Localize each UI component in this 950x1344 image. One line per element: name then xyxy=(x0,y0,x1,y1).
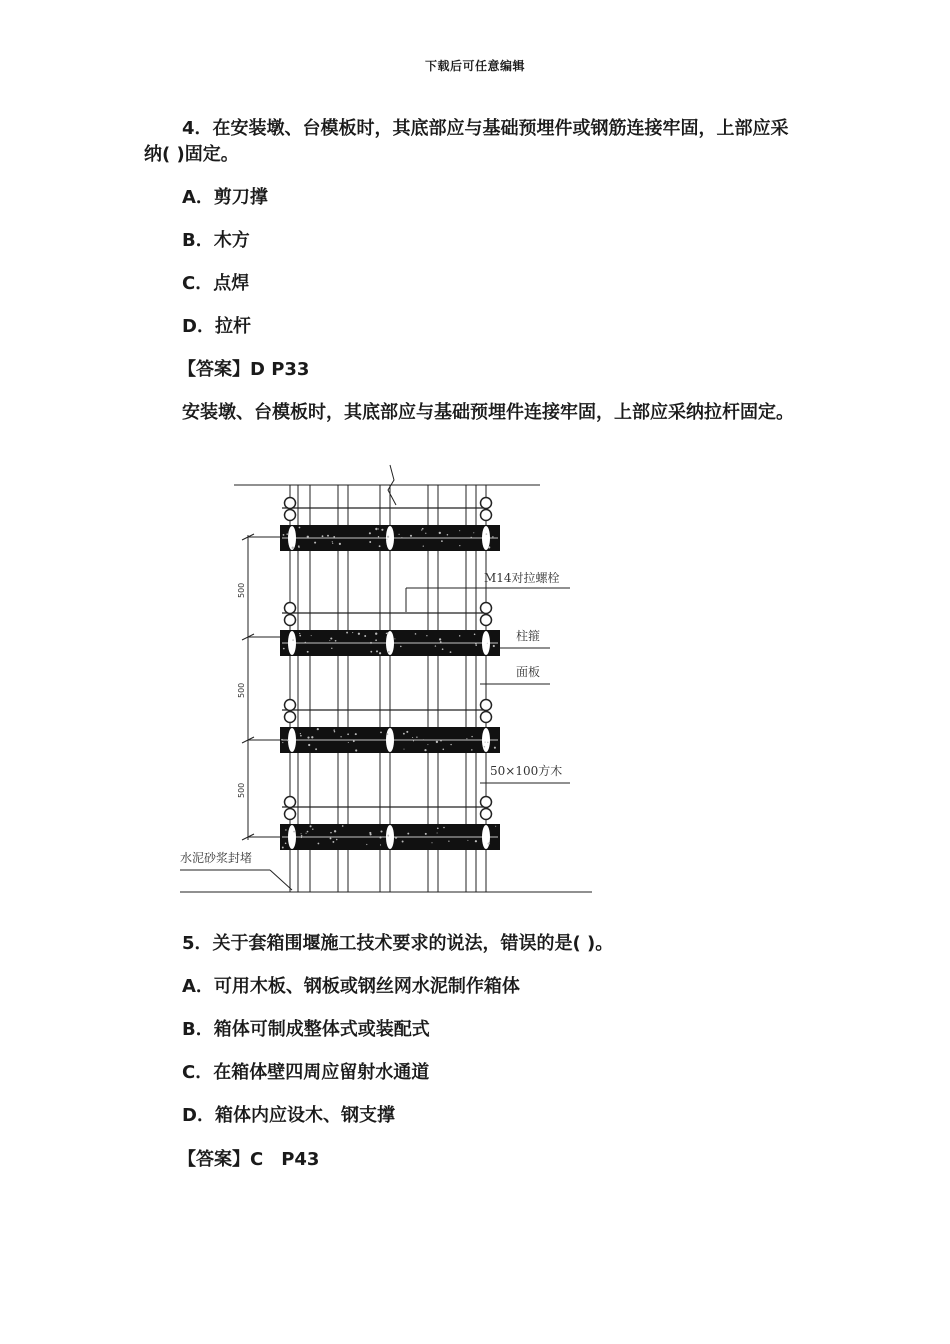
timber-speckle xyxy=(440,641,442,643)
timber-speckle xyxy=(375,633,377,635)
timber-speckle xyxy=(410,535,412,537)
timber-speckle xyxy=(310,825,312,827)
timber-speckle xyxy=(317,728,319,730)
timber-speckle xyxy=(424,749,426,751)
q4-option-b: B．木方 xyxy=(182,230,250,251)
timber-speckle xyxy=(474,634,476,636)
timber-speckle xyxy=(475,644,477,646)
timber-speckle xyxy=(292,639,294,641)
timber-speckle xyxy=(471,736,472,737)
timber-speckle xyxy=(301,835,303,837)
timber-speckle xyxy=(395,836,397,838)
timber-speckle xyxy=(306,833,307,834)
timber-speckle xyxy=(364,635,366,637)
timber-speckle xyxy=(471,537,472,538)
timber-speckle xyxy=(494,747,496,749)
timber-speckle xyxy=(379,652,381,654)
timber-speckle xyxy=(314,542,316,544)
timber-speckle xyxy=(492,536,493,537)
timber-speckle xyxy=(403,733,405,735)
timber-speckle xyxy=(442,748,444,750)
timber-speckle xyxy=(403,749,404,750)
timber-speckle xyxy=(334,731,335,732)
timber-speckle xyxy=(443,827,445,829)
q4-answer: 【答案】D P33 xyxy=(178,359,310,380)
timber-speckle xyxy=(375,639,377,641)
timber-speckle xyxy=(300,735,302,737)
timber-speckle xyxy=(286,533,288,535)
timber-speckle xyxy=(330,637,332,639)
timber-speckle xyxy=(378,536,379,537)
timber-speckle xyxy=(376,650,378,652)
timber-speckle xyxy=(407,833,409,835)
timber-speckle xyxy=(415,633,417,635)
timber-speckle xyxy=(437,832,438,833)
timber-speckle xyxy=(307,737,309,739)
timber-speckle xyxy=(282,742,283,743)
timber-speckle xyxy=(413,740,414,741)
timber-speckle xyxy=(422,528,424,530)
timber-speckle xyxy=(285,843,287,845)
timber-speckle xyxy=(339,543,341,545)
timber-speckle xyxy=(285,829,286,830)
timber-speckle xyxy=(327,535,329,537)
timber-speckle xyxy=(358,633,360,635)
timber-speckle xyxy=(488,842,490,844)
timber-speckle xyxy=(281,739,283,741)
timber-speckle xyxy=(388,651,390,653)
timber-speckle xyxy=(387,536,389,538)
timber-speckle xyxy=(379,545,381,547)
timber-speckle xyxy=(353,740,355,742)
timber-speckle xyxy=(386,539,387,540)
timber-speckle xyxy=(448,841,449,842)
timber-speckle xyxy=(305,642,307,644)
timber-label: 50×100方木 xyxy=(490,764,563,778)
timber-speckle xyxy=(387,835,389,837)
timber-speckle xyxy=(330,832,332,834)
timber-speckle xyxy=(427,744,428,745)
timber-speckle xyxy=(450,744,451,745)
timber-speckle xyxy=(307,831,309,833)
question-5-text: 5．关于套箱围堰施工技术要求的说法，错误的是( )。 xyxy=(182,933,614,954)
timber-speckle xyxy=(400,646,402,648)
timber-speckle xyxy=(475,840,477,842)
timber-speckle xyxy=(447,534,449,536)
timber-speckle xyxy=(487,643,488,644)
q5-option-c: C．在箱体壁四周应留射水通道 xyxy=(182,1062,430,1083)
timber-speckle xyxy=(386,633,388,635)
timber-speckle xyxy=(366,844,367,845)
timber-speckle xyxy=(380,732,382,734)
dim-label-2: 500 xyxy=(237,682,246,698)
timber-speckle xyxy=(311,635,312,636)
timber-speckle xyxy=(346,632,348,634)
timber-speckle xyxy=(288,740,289,741)
seal-label: 水泥砂浆封堵 xyxy=(180,851,253,865)
timber-speckle xyxy=(471,749,473,751)
timber-speckle xyxy=(348,742,349,743)
timber-speckle xyxy=(347,733,349,735)
panel-label: 面板 xyxy=(516,665,541,679)
timber-speckle xyxy=(301,836,302,837)
timber-speckle xyxy=(332,841,334,843)
timber-speckle xyxy=(379,836,381,838)
timber-speckle xyxy=(381,529,383,531)
timber-speckle xyxy=(299,633,300,634)
q5-option-d: D．箱体内应设木、钢支撑 xyxy=(182,1105,395,1126)
timber-speckle xyxy=(459,545,460,546)
q4-option-d: D．拉杆 xyxy=(182,316,251,337)
timber-speckle xyxy=(369,541,371,543)
timber-speckle xyxy=(437,827,439,829)
timber-speckle xyxy=(292,547,294,549)
timber-speckle xyxy=(398,534,399,535)
timber-speckle xyxy=(439,532,441,534)
timber-speckle xyxy=(329,640,330,641)
timber-speckle xyxy=(298,547,299,548)
timber-speckle xyxy=(473,532,474,533)
timber-speckle xyxy=(486,533,488,535)
timber-speckle xyxy=(425,833,427,835)
timber-speckle xyxy=(401,537,402,538)
timber-speckle xyxy=(283,648,285,650)
timber-speckle xyxy=(459,530,460,531)
timber-speckle xyxy=(342,825,344,827)
q4-option-c: C．点焊 xyxy=(182,273,250,294)
page-header: 下载后可任意编辑 xyxy=(424,59,525,73)
q5-option-b: B．箱体可制成整体式或装配式 xyxy=(182,1019,430,1040)
timber-speckle xyxy=(352,632,353,633)
timber-speckle xyxy=(386,733,388,735)
timber-speckle xyxy=(412,737,413,738)
q4-explanation: 安装墩、台模板时，其底部应与基础预埋件连接牢固，上部应采纳拉杆固定。 xyxy=(182,402,794,423)
formwork-diagram xyxy=(170,460,600,900)
timber-speckle xyxy=(450,651,452,653)
timber-speckle xyxy=(487,742,488,743)
bolt-label: M14对拉螺栓 xyxy=(484,571,560,585)
timber-speckle xyxy=(333,536,335,538)
timber-speckle xyxy=(439,638,441,640)
timber-speckle xyxy=(467,840,468,841)
timber-speckle xyxy=(307,536,309,538)
timber-speckle xyxy=(488,546,490,548)
timber-speckle xyxy=(495,826,496,827)
timber-speckle xyxy=(442,648,444,650)
hoop-label: 柱箍 xyxy=(516,629,541,643)
timber-speckle xyxy=(311,736,313,738)
timber-speckle xyxy=(370,651,372,653)
timber-speckle xyxy=(308,744,310,746)
timber-speckle xyxy=(283,534,285,536)
timber-speckle xyxy=(441,540,443,542)
timber-speckle xyxy=(402,841,404,843)
dim-label-3: 500 xyxy=(237,782,246,798)
timber-speckle xyxy=(355,733,357,735)
timber-speckle xyxy=(375,528,377,530)
timber-speckle xyxy=(440,740,442,742)
timber-speckle xyxy=(406,731,408,733)
timber-speckle xyxy=(380,844,381,845)
timber-speckle xyxy=(423,545,424,546)
timber-speckle xyxy=(300,733,301,734)
timber-speckle xyxy=(299,527,301,529)
timber-speckle xyxy=(485,742,486,743)
timber-speckle xyxy=(459,635,460,636)
timber-speckle xyxy=(333,729,335,731)
timber-speckle xyxy=(370,833,372,835)
timber-speckle xyxy=(334,830,336,832)
timber-speckle xyxy=(301,833,302,834)
timber-speckle xyxy=(330,837,332,839)
q4-option-a: A．剪刀撑 xyxy=(182,187,268,208)
timber-speckle xyxy=(318,843,320,845)
timber-speckle xyxy=(436,741,438,743)
question-4-text: 4．在安装墩、台模板时，其底部应与基础预埋件或钢筋连接牢固，上部应采纳( )固定。 xyxy=(144,118,789,165)
timber-speckle xyxy=(423,739,424,740)
timber-speckle xyxy=(493,646,494,647)
timber-speckle xyxy=(315,748,317,750)
timber-speckle xyxy=(299,635,301,637)
timber-speckle xyxy=(312,828,313,829)
timber-speckle xyxy=(369,532,371,534)
timber-speckle xyxy=(293,831,295,833)
timber-speckle xyxy=(416,736,417,737)
timber-speckle xyxy=(307,651,309,653)
timber-speckle xyxy=(421,529,422,530)
timber-speckle xyxy=(282,847,284,849)
timber-speckle xyxy=(431,842,432,843)
timber-speckle xyxy=(340,736,341,737)
timber-speckle xyxy=(380,830,382,832)
timber-speckle xyxy=(435,645,436,646)
timber-speckle xyxy=(370,642,372,644)
timber-speckle xyxy=(322,535,324,537)
timber-speckle xyxy=(355,749,357,751)
timber-speckle xyxy=(394,638,395,639)
timber-speckle xyxy=(425,533,426,534)
timber-speckle xyxy=(331,648,332,649)
q5-option-a: A．可用木板、钢板或钢丝网水泥制作箱体 xyxy=(182,976,520,997)
timber-speckle xyxy=(475,643,477,645)
timber-speckle xyxy=(335,640,337,642)
timber-speckle xyxy=(332,541,333,542)
timber-speckle xyxy=(336,839,338,841)
timber-speckle xyxy=(484,746,486,748)
timber-speckle xyxy=(332,543,333,544)
q5-answer: 【答案】C P43 xyxy=(178,1149,320,1170)
dim-label-1: 500 xyxy=(237,582,246,598)
timber-speckle xyxy=(466,738,467,739)
timber-speckle xyxy=(426,635,427,636)
timber-speckle xyxy=(378,528,379,529)
